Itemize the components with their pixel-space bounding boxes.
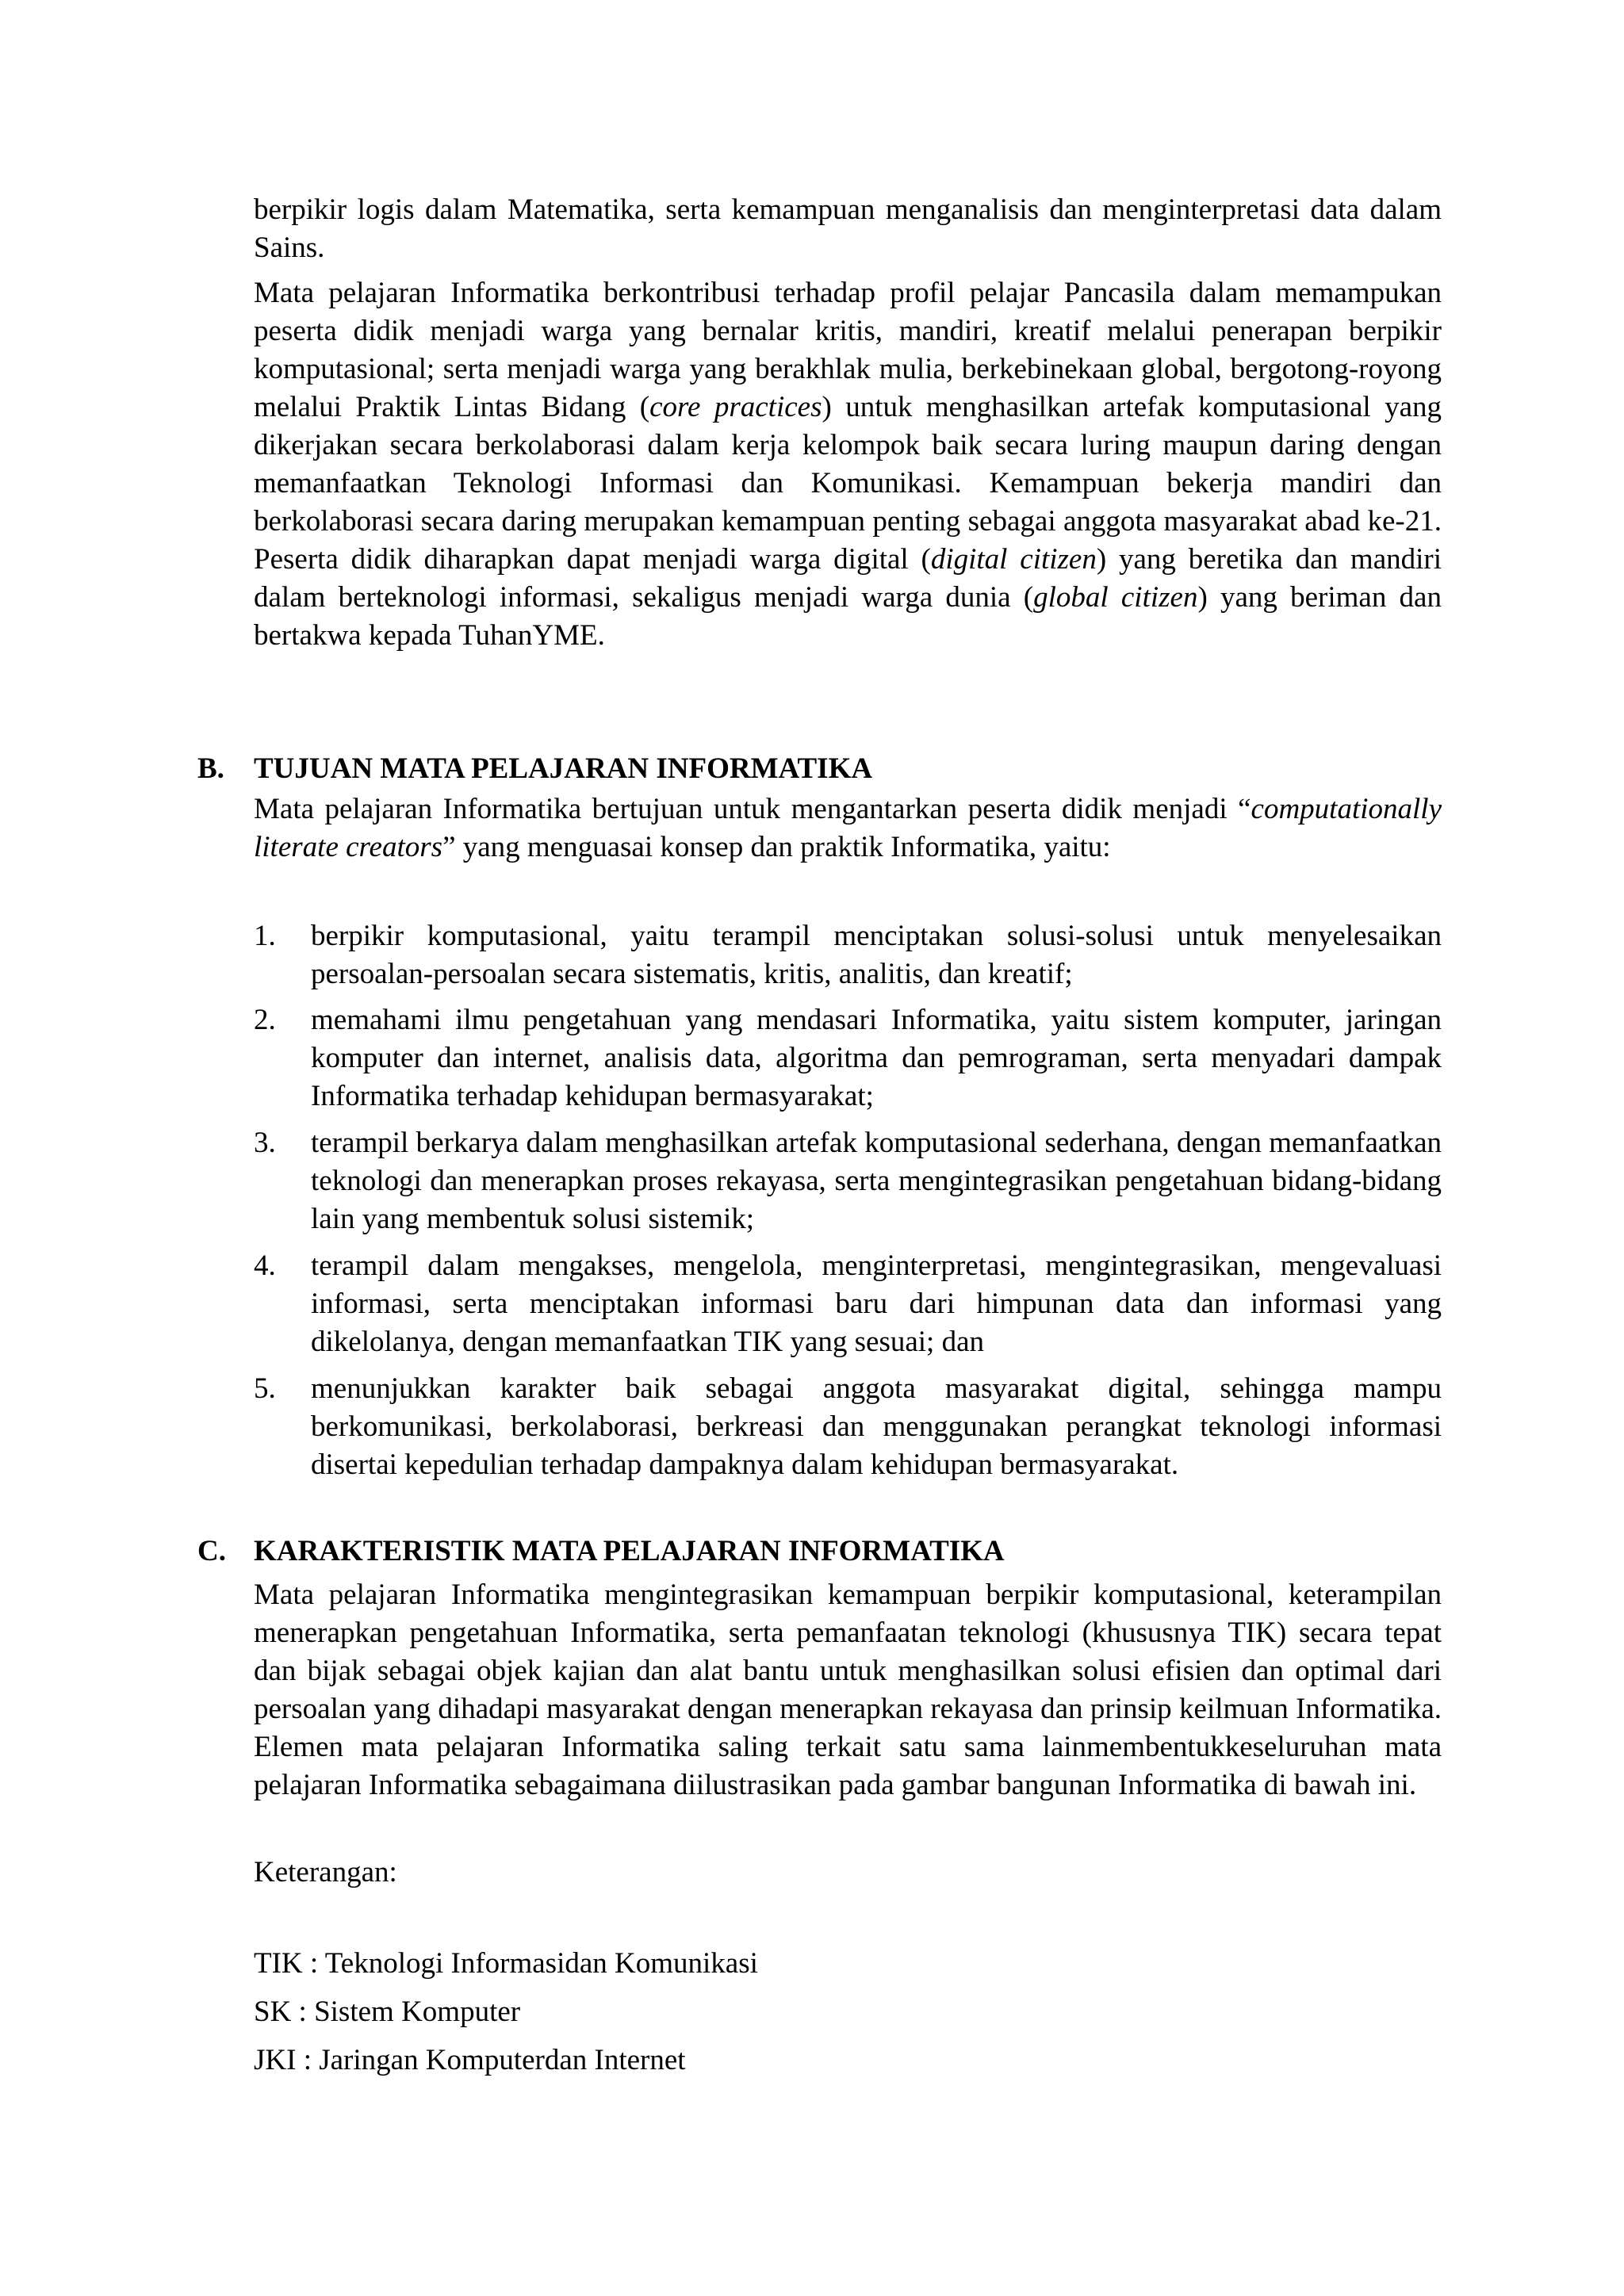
section-c-title: KARAKTERISTIK MATA PELAJARAN INFORMATIKA bbox=[254, 1535, 1005, 1567]
list-item-5-text: menunjukkan karakter baik sebagai anggota masyarakat digital, sehingga mampu berkomunikasi, berkolaborasi, berkreasi dan menggunakan perangkat teknologi informasi disertai kepedulian terhadap dampaknya dalam kehidupan bermasyarakat. bbox=[311, 1372, 1442, 1481]
list-item-4-text: terampil dalam mengakses, mengelola, menginterpretasi, mengintegrasikan, mengevaluasi informasi, serta menciptakan informasi baru dari himpunan data dan informasi yang dikelolanya, dengan memanfaatkan TIK yang sesuai; dan bbox=[311, 1249, 1442, 1358]
intro-paragraph-1: berpikir logis dalam Matematika, serta kemampuan menganalisis dan menginterpretasi data dalam Sains. bbox=[254, 193, 1442, 264]
section-b-letter: B. bbox=[197, 752, 224, 785]
list-item-2-number: 2. bbox=[254, 1004, 276, 1036]
list-item-4-number: 4. bbox=[254, 1249, 276, 1282]
list-item-3-text: terampil berkarya dalam menghasilkan artefak komputasional sederhana, dengan memanfaatkan teknologi dan menerapkan proses rekayasa, serta mengintegrasikan pengetahuan bidang-bidang lain yang membentuk solusi sistemik; bbox=[311, 1127, 1442, 1235]
intro-paragraph-2 bbox=[254, 274, 1442, 655]
list-item-3-number: 3. bbox=[254, 1127, 276, 1159]
list-item-1-text: berpikir komputasional, yaitu terampil menciptakan solusi-solusi untuk menyelesaikan persoalan-persoalan secara sistematis, kritis, analitis, dan kreatif; bbox=[311, 920, 1442, 990]
intro-p2-text-a: Mata pelajaran Informatika berkontribusi terhadap profil pelajar Pancasila dalam memampukan peserta didik menjadi warga yang bernalar kritis, mandiri, kreatif melalui penerapan berpikir komputasional; serta menjadi warga yang berakhlak mulia, berkebinekaan global, bergotong-royong melalui Praktik Lintas Bidang ( bbox=[254, 277, 1442, 423]
intro-p2-italic-core-practices: core practices bbox=[649, 391, 822, 423]
legend-item-jki: JKI : Jaringan Komputerdan Internet bbox=[254, 2044, 686, 2076]
section-c-paragraph: Mata pelajaran Informatika mengintegrasikan kemampuan berpikir komputasional, keterampilan menerapkan pengetahuan Informatika, serta pemanfaatan teknologi (khususnya TIK) secara tepat dan bijak sebagai objek kajian dan alat bantu untuk menghasilkan solusi efisien dan optimal dari persoalan yang dihadapi masyarakat dengan menerapkan rekayasa dan prinsip keilmuan Informatika. Elemen mata pelajaran Informatika saling terkait satu sama lainmembentukkeseluruhan mata pelajaran Informatika sebagaimana diilustrasikan pada gambar bangunan Informatika di bawah ini. bbox=[254, 1578, 1442, 1801]
intro-p2-italic-global-citizen: global citizen bbox=[1033, 581, 1198, 614]
section-b-intro-text-a: Mata pelajaran Informatika bertujuan untuk mengantarkan peserta didik menjadi “ bbox=[254, 793, 1251, 825]
section-b-title: TUJUAN MATA PELAJARAN INFORMATIKA bbox=[254, 752, 873, 785]
intro-p2-text-e: ) yang beretika dan mandiri dalam berteknologi informasi, sekaligus menjadi warga dunia ( bbox=[254, 543, 1442, 614]
legend-item-tik: TIK : Teknologi Informasidan Komunikasi bbox=[254, 1947, 758, 1980]
section-b-intro-italic: computationally literate creators bbox=[254, 793, 1442, 863]
list-item-2-text: memahami ilmu pengetahuan yang mendasari Informatika, yaitu sistem komputer, jaringan komputer dan internet, analisis data, algoritma dan pemrograman, serta menyadari dampak Informatika terhadap kehidupan bermasyarakat; bbox=[311, 1004, 1442, 1112]
intro-p2-text-c: ) untuk menghasilkan artefak komputasional yang dikerjakan secara berkolaborasi dalam kerja kelompok baik secara luring maupun daring dengan memanfaatkan Teknologi Informasi dan Komunikasi. Kemampuan bekerja mandiri dan berkolaborasi secara daring merupakan kemampuan penting sebagai anggota masyarakat abad ke-21. Peserta didik diharapkan dapat menjadi warga digital ( bbox=[254, 391, 1442, 576]
intro-p2-text-g: ) yang beriman dan bertakwa kepada TuhanYME. bbox=[254, 581, 1442, 652]
legend-item-sk: SK : Sistem Komputer bbox=[254, 1996, 521, 2028]
section-b-intro-text-c: ” yang menguasai konsep dan praktik Informatika, yaitu: bbox=[442, 831, 1111, 863]
keterangan-label: Keterangan: bbox=[254, 1856, 397, 1888]
section-c-letter: C. bbox=[197, 1535, 226, 1567]
section-b-intro bbox=[254, 790, 1442, 867]
list-item-5-number: 5. bbox=[254, 1372, 276, 1405]
list-item-1-number: 1. bbox=[254, 920, 276, 952]
intro-p2-italic-digital-citizen: digital citizen bbox=[930, 543, 1097, 576]
